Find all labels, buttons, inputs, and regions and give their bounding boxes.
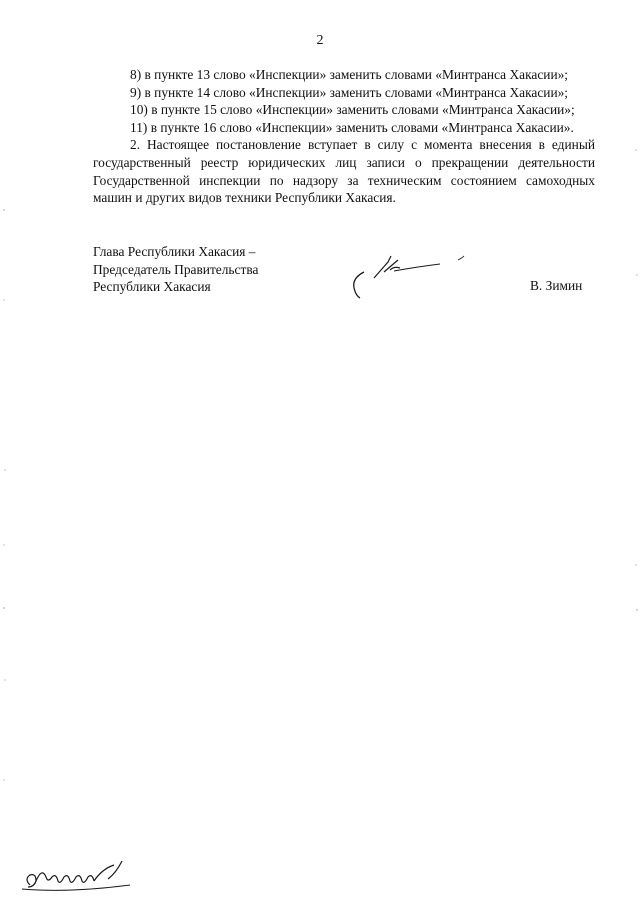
amendment-item-11: 11) в пункте 16 слово «Инспекции» заменить словами «Минтранса Хакасии». [130,119,574,135]
signatory-title-line: Председатель Правительства [93,261,259,277]
page-number: 2 [316,33,324,48]
signatory-title-line: Республики Хакасия [93,279,211,295]
signer-name: В. Зимин [530,278,583,293]
signatory-title-line: Глава Республики Хакасия – [93,244,256,259]
amendment-item-9: 9) в пункте 14 слово «Инспекции» заменить словами «Минтранса Хакасии»; [130,84,569,100]
clause-2-paragraph: 2. Настоящее постановление вступает в силу с момента внесения в единый государственный реестр юридических лиц записи о прекращении деятельности Государственной инспекции по надзору за техническим состоянием самоходных машин и других видов техники Республики Хакасия. [93,137,595,206]
amendment-item-10: 10) в пункте 15 слово «Инспекции» заменить словами «Минтранса Хакасии»; [130,102,575,118]
amendment-item-8: 8) в пункте 13 слово «Инспекции» заменить словами «Минтранса Хакасии»; [130,67,569,82]
